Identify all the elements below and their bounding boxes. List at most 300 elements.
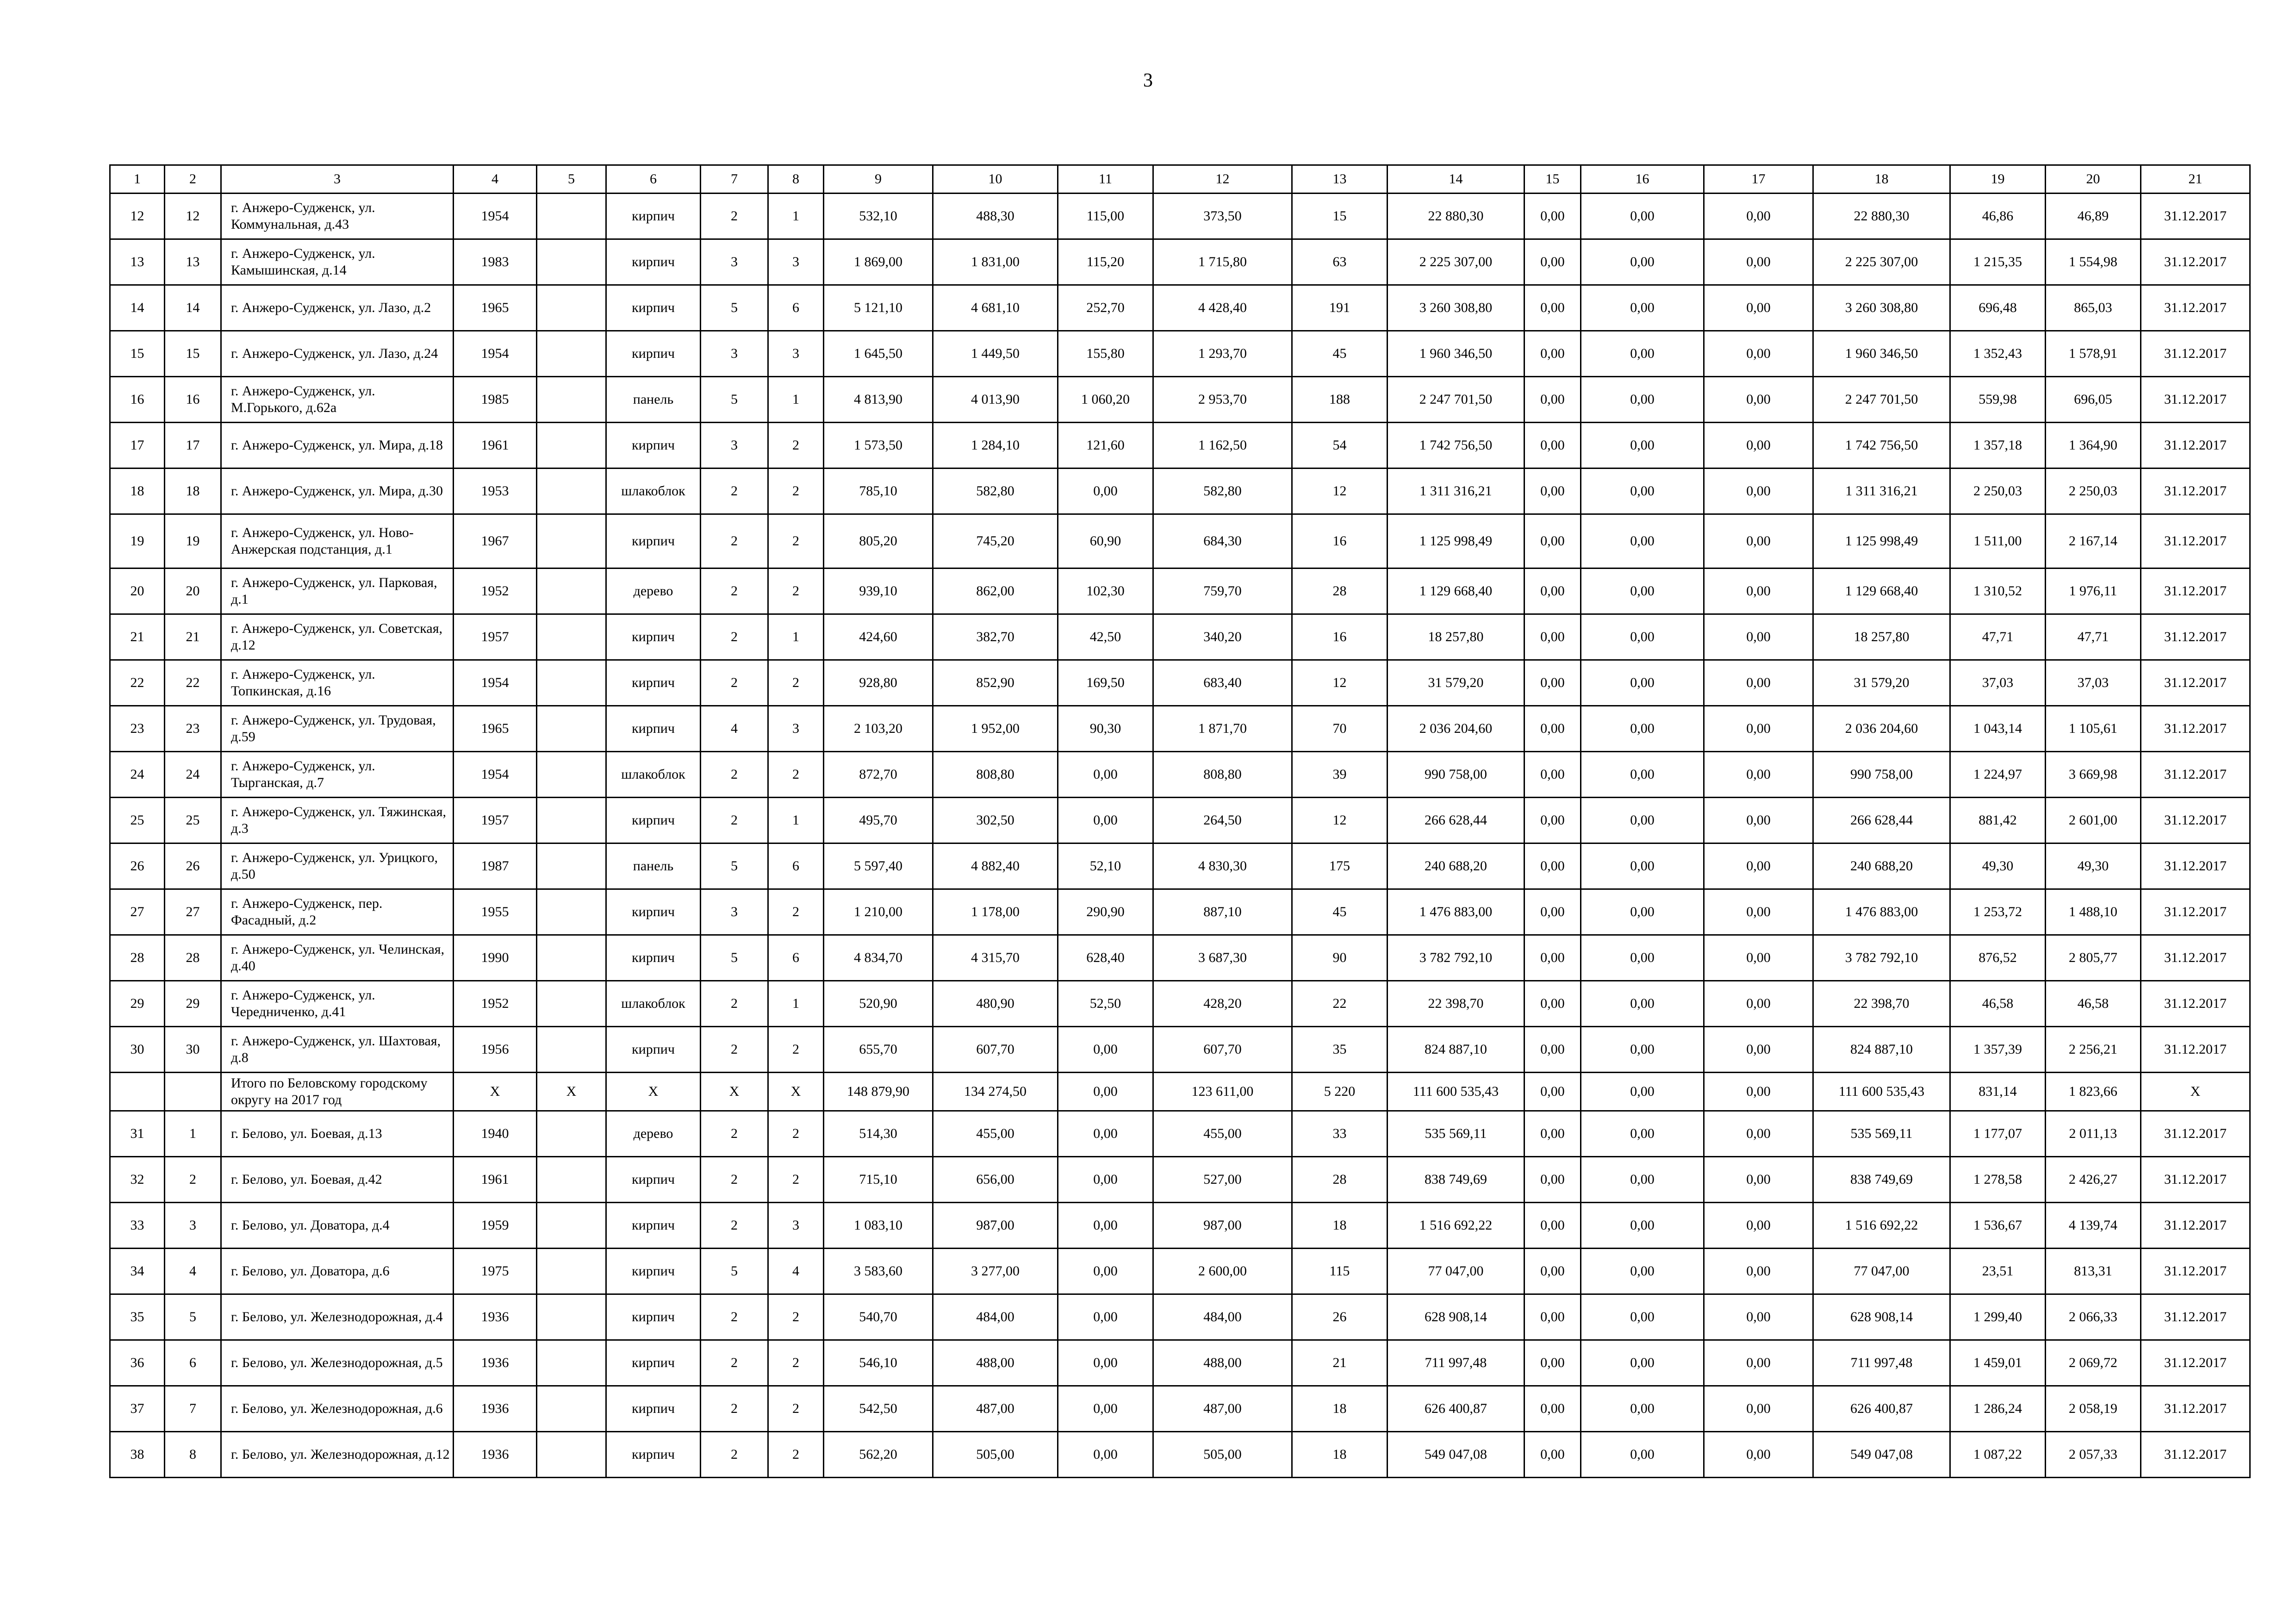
table-cell: 28 bbox=[1292, 1157, 1388, 1203]
table-cell: 77 047,00 bbox=[1388, 1249, 1524, 1294]
table-cell: 1 215,35 bbox=[1950, 239, 2046, 285]
address-cell: г. Белово, ул. Боевая, д.13 bbox=[221, 1111, 454, 1157]
table-cell: 2 103,20 bbox=[824, 706, 933, 752]
column-header-12: 12 bbox=[1153, 165, 1292, 194]
table-row bbox=[110, 981, 2250, 1027]
table-cell: 785,10 bbox=[824, 468, 933, 514]
table-cell: Х bbox=[701, 1073, 768, 1111]
table-cell: 0,00 bbox=[1581, 1432, 1704, 1478]
table-cell: 52,50 bbox=[1058, 981, 1153, 1027]
table-cell: 31 579,20 bbox=[1813, 660, 1950, 706]
table-cell: 2 bbox=[768, 1386, 824, 1432]
table-cell: кирпич bbox=[606, 1294, 701, 1340]
address-cell: г. Анжеро-Судженск, ул. Тяжинская, д.3 bbox=[221, 798, 454, 843]
table-cell: 5 bbox=[701, 935, 768, 981]
table-cell: 2 250,03 bbox=[2046, 468, 2141, 514]
table-cell: 2 256,21 bbox=[2046, 1027, 2141, 1073]
table-cell: 4 834,70 bbox=[824, 935, 933, 981]
table-cell bbox=[537, 1249, 606, 1294]
table-cell: 14 bbox=[165, 285, 221, 331]
table-cell: 1 871,70 bbox=[1153, 706, 1292, 752]
table-cell: 2 247 701,50 bbox=[1388, 377, 1524, 423]
table-cell: 12 bbox=[1292, 660, 1388, 706]
table-cell: 1 210,00 bbox=[824, 889, 933, 935]
table-cell: 0,00 bbox=[1581, 889, 1704, 935]
table-cell: 24 bbox=[110, 752, 165, 798]
table-cell: 0,00 bbox=[1581, 935, 1704, 981]
column-header-3: 3 bbox=[221, 165, 454, 194]
table-cell: 0,00 bbox=[1058, 1340, 1153, 1386]
table-cell: 1 060,20 bbox=[1058, 377, 1153, 423]
table-cell: 115 bbox=[1292, 1249, 1388, 1294]
table-cell: 31.12.2017 bbox=[2141, 1432, 2250, 1478]
table-cell: 188 bbox=[1292, 377, 1388, 423]
table-cell: 1 449,50 bbox=[933, 331, 1058, 377]
table-cell: 29 bbox=[165, 981, 221, 1027]
table-cell: 2 167,14 bbox=[2046, 514, 2141, 568]
table-cell: 31.12.2017 bbox=[2141, 981, 2250, 1027]
table-cell: 0,00 bbox=[1058, 1157, 1153, 1203]
table-cell: 0,00 bbox=[1704, 1111, 1813, 1157]
table-cell: 2 bbox=[701, 568, 768, 614]
table-cell: 31.12.2017 bbox=[2141, 1340, 2250, 1386]
table-cell: кирпич bbox=[606, 1027, 701, 1073]
table-cell: 169,50 bbox=[1058, 660, 1153, 706]
table-cell: 1 715,80 bbox=[1153, 239, 1292, 285]
table-cell: 1965 bbox=[454, 285, 537, 331]
table-cell: 8 bbox=[165, 1432, 221, 1478]
table-cell: 488,30 bbox=[933, 194, 1058, 239]
table-cell: 4 bbox=[165, 1249, 221, 1294]
table-cell: 2 036 204,60 bbox=[1813, 706, 1950, 752]
table-cell bbox=[537, 1432, 606, 1478]
table-cell: 0,00 bbox=[1704, 1294, 1813, 1340]
table-cell: 546,10 bbox=[824, 1340, 933, 1386]
table-cell: 0,00 bbox=[1581, 1027, 1704, 1073]
table-cell: 887,10 bbox=[1153, 889, 1292, 935]
table-cell: кирпич bbox=[606, 706, 701, 752]
table-cell: 3 bbox=[701, 423, 768, 468]
table-cell: 1952 bbox=[454, 981, 537, 1027]
table-cell: 990 758,00 bbox=[1813, 752, 1950, 798]
table-cell: 745,20 bbox=[933, 514, 1058, 568]
table-cell: 3 277,00 bbox=[933, 1249, 1058, 1294]
table-cell: 2 bbox=[701, 752, 768, 798]
table-cell: 0,00 bbox=[1524, 752, 1581, 798]
table-cell: 31.12.2017 bbox=[2141, 1111, 2250, 1157]
table-cell: 628 908,14 bbox=[1813, 1294, 1950, 1340]
table-cell: 0,00 bbox=[1058, 468, 1153, 514]
table-cell: 2 bbox=[701, 614, 768, 660]
table-cell: кирпич bbox=[606, 614, 701, 660]
table-cell: кирпич bbox=[606, 935, 701, 981]
table-cell: 527,00 bbox=[1153, 1157, 1292, 1203]
table-row bbox=[110, 1294, 2250, 1340]
table-cell: 38 bbox=[110, 1432, 165, 1478]
table-cell bbox=[537, 1157, 606, 1203]
table-cell: 1957 bbox=[454, 798, 537, 843]
table-cell: 20 bbox=[165, 568, 221, 614]
table-cell: 24 bbox=[165, 752, 221, 798]
table-cell: 6 bbox=[768, 285, 824, 331]
table-cell: кирпич bbox=[606, 331, 701, 377]
table-cell: кирпич bbox=[606, 514, 701, 568]
table-cell: 31.12.2017 bbox=[2141, 1203, 2250, 1249]
table-cell: 2 953,70 bbox=[1153, 377, 1292, 423]
table-cell: 455,00 bbox=[933, 1111, 1058, 1157]
table-cell: 45 bbox=[1292, 331, 1388, 377]
table-cell: 46,58 bbox=[2046, 981, 2141, 1027]
table-cell: 0,00 bbox=[1524, 1111, 1581, 1157]
table-cell: панель bbox=[606, 377, 701, 423]
table-cell bbox=[537, 843, 606, 889]
table-cell: 2 805,77 bbox=[2046, 935, 2141, 981]
table-cell: 480,90 bbox=[933, 981, 1058, 1027]
table-cell: 18 bbox=[1292, 1386, 1388, 1432]
address-cell: г. Анжеро-Судженск, ул. Камышинская, д.14 bbox=[221, 239, 454, 285]
table-cell: 2 bbox=[701, 194, 768, 239]
table-cell: 4 bbox=[768, 1249, 824, 1294]
table-cell: 33 bbox=[110, 1203, 165, 1249]
table-cell: 111 600 535,43 bbox=[1813, 1073, 1950, 1111]
table-cell: 4 315,70 bbox=[933, 935, 1058, 981]
table-cell: 0,00 bbox=[1704, 1340, 1813, 1386]
table-cell: 1 554,98 bbox=[2046, 239, 2141, 285]
table-cell: 2 426,27 bbox=[2046, 1157, 2141, 1203]
table-cell: 134 274,50 bbox=[933, 1073, 1058, 1111]
table-cell: 0,00 bbox=[1704, 1157, 1813, 1203]
table-cell: 12 bbox=[165, 194, 221, 239]
table-cell: 626 400,87 bbox=[1813, 1386, 1950, 1432]
table-cell: 0,00 bbox=[1058, 752, 1153, 798]
table-cell: 49,30 bbox=[1950, 843, 2046, 889]
column-header-7: 7 bbox=[701, 165, 768, 194]
table-cell: 1 310,52 bbox=[1950, 568, 2046, 614]
table-cell: 1 516 692,22 bbox=[1813, 1203, 1950, 1249]
table-cell: 0,00 bbox=[1704, 935, 1813, 981]
table-cell: 0,00 bbox=[1581, 239, 1704, 285]
table-cell: шлакоблок bbox=[606, 981, 701, 1027]
table-cell: 1 253,72 bbox=[1950, 889, 2046, 935]
table-cell: 3 bbox=[768, 239, 824, 285]
table-cell: 14 bbox=[110, 285, 165, 331]
table-cell: 1 bbox=[768, 377, 824, 423]
table-cell: 0,00 bbox=[1524, 1073, 1581, 1111]
table-cell: 31.12.2017 bbox=[2141, 1294, 2250, 1340]
table-cell: 0,00 bbox=[1581, 1340, 1704, 1386]
table-cell: 0,00 bbox=[1524, 1249, 1581, 1294]
table-cell: шлакоблок bbox=[606, 752, 701, 798]
table-cell: 484,00 bbox=[933, 1294, 1058, 1340]
table-cell: дерево bbox=[606, 568, 701, 614]
table-cell: 0,00 bbox=[1581, 331, 1704, 377]
table-cell: 2 bbox=[768, 468, 824, 514]
table-cell: 0,00 bbox=[1524, 935, 1581, 981]
table-cell: 852,90 bbox=[933, 660, 1058, 706]
table-cell: 39 bbox=[1292, 752, 1388, 798]
table-cell: 26 bbox=[165, 843, 221, 889]
table-cell: 2 bbox=[768, 568, 824, 614]
table-cell: 191 bbox=[1292, 285, 1388, 331]
table-cell: 115,20 bbox=[1058, 239, 1153, 285]
table-cell: 1 293,70 bbox=[1153, 331, 1292, 377]
table-cell bbox=[537, 752, 606, 798]
table-cell: 21 bbox=[165, 614, 221, 660]
table-cell: 2 bbox=[701, 1157, 768, 1203]
table-cell: 290,90 bbox=[1058, 889, 1153, 935]
address-cell: г. Анжеро-Судженск, ул. Тырганская, д.7 bbox=[221, 752, 454, 798]
table-cell: 1961 bbox=[454, 423, 537, 468]
table-cell: кирпич bbox=[606, 194, 701, 239]
table-cell: 77 047,00 bbox=[1813, 1249, 1950, 1294]
table-row bbox=[110, 468, 2250, 514]
table-cell: 514,30 bbox=[824, 1111, 933, 1157]
table-cell bbox=[537, 1203, 606, 1249]
table-cell bbox=[537, 981, 606, 1027]
table-cell: 808,80 bbox=[933, 752, 1058, 798]
table-cell: 54 bbox=[1292, 423, 1388, 468]
table-cell bbox=[165, 1073, 221, 1111]
table-cell: 340,20 bbox=[1153, 614, 1292, 660]
table-cell: 1 831,00 bbox=[933, 239, 1058, 285]
table-cell: 31.12.2017 bbox=[2141, 935, 2250, 981]
table-row bbox=[110, 239, 2250, 285]
table-cell: 1 bbox=[768, 798, 824, 843]
table-cell: 3 bbox=[768, 1203, 824, 1249]
table-cell: 36 bbox=[110, 1340, 165, 1386]
table-cell: 0,00 bbox=[1058, 1432, 1153, 1478]
table-cell: 1 960 346,50 bbox=[1813, 331, 1950, 377]
table-cell: 1 284,10 bbox=[933, 423, 1058, 468]
table-cell: 0,00 bbox=[1581, 798, 1704, 843]
table-row bbox=[110, 889, 2250, 935]
table-cell: 0,00 bbox=[1581, 285, 1704, 331]
table-cell: 18 bbox=[165, 468, 221, 514]
table-cell: 1954 bbox=[454, 194, 537, 239]
table-cell: 22 880,30 bbox=[1388, 194, 1524, 239]
address-cell: Итого по Беловскому городскому округу на 2017 год bbox=[221, 1073, 454, 1111]
table-cell: 607,70 bbox=[1153, 1027, 1292, 1073]
table-cell: 31.12.2017 bbox=[2141, 194, 2250, 239]
table-cell: 2 bbox=[165, 1157, 221, 1203]
table-cell: 0,00 bbox=[1581, 1111, 1704, 1157]
table-cell: 18 bbox=[110, 468, 165, 514]
table-cell: 1 459,01 bbox=[1950, 1340, 2046, 1386]
table-cell: Х bbox=[606, 1073, 701, 1111]
table-cell: кирпич bbox=[606, 798, 701, 843]
table-cell: 0,00 bbox=[1524, 468, 1581, 514]
table-cell: 808,80 bbox=[1153, 752, 1292, 798]
table-cell: 0,00 bbox=[1704, 706, 1813, 752]
table-cell: 495,70 bbox=[824, 798, 933, 843]
table-cell bbox=[537, 423, 606, 468]
table-cell: 939,10 bbox=[824, 568, 933, 614]
column-header-2: 2 bbox=[165, 165, 221, 194]
table-cell: 1965 bbox=[454, 706, 537, 752]
table-cell: 21 bbox=[1292, 1340, 1388, 1386]
table-cell: 2 601,00 bbox=[2046, 798, 2141, 843]
column-header-6: 6 bbox=[606, 165, 701, 194]
table-cell: 535 569,11 bbox=[1813, 1111, 1950, 1157]
table-cell: 264,50 bbox=[1153, 798, 1292, 843]
table-cell: 0,00 bbox=[1524, 568, 1581, 614]
table-cell: 1954 bbox=[454, 660, 537, 706]
table-cell: 628 908,14 bbox=[1388, 1294, 1524, 1340]
address-cell: г. Белово, ул. Железнодорожная, д.4 bbox=[221, 1294, 454, 1340]
table-cell: 0,00 bbox=[1581, 614, 1704, 660]
table-cell: 684,30 bbox=[1153, 514, 1292, 568]
table-cell bbox=[537, 239, 606, 285]
table-cell: 2 058,19 bbox=[2046, 1386, 2141, 1432]
table-cell: 2 bbox=[701, 1340, 768, 1386]
table-cell: 2 247 701,50 bbox=[1813, 377, 1950, 423]
table-cell: 18 257,80 bbox=[1813, 614, 1950, 660]
table-cell: Х bbox=[454, 1073, 537, 1111]
table-cell: 1 511,00 bbox=[1950, 514, 2046, 568]
table-cell: 0,00 bbox=[1704, 331, 1813, 377]
table-cell: 26 bbox=[110, 843, 165, 889]
table-cell: 0,00 bbox=[1704, 1073, 1813, 1111]
table-cell: 3 782 792,10 bbox=[1813, 935, 1950, 981]
table-cell: 0,00 bbox=[1704, 423, 1813, 468]
table-cell: 1 352,43 bbox=[1950, 331, 2046, 377]
table-cell: 0,00 bbox=[1524, 1294, 1581, 1340]
table-cell: 0,00 bbox=[1704, 468, 1813, 514]
table-cell: 18 bbox=[1292, 1203, 1388, 1249]
table-cell: 1 bbox=[165, 1111, 221, 1157]
table-cell: 13 bbox=[110, 239, 165, 285]
table-cell: 23,51 bbox=[1950, 1249, 2046, 1294]
table-cell: 2 250,03 bbox=[1950, 468, 2046, 514]
table-cell: кирпич bbox=[606, 285, 701, 331]
table-cell: 1 476 883,00 bbox=[1813, 889, 1950, 935]
table-cell: 2 bbox=[701, 1432, 768, 1478]
table-cell: Х bbox=[2141, 1073, 2250, 1111]
column-header-15: 15 bbox=[1524, 165, 1581, 194]
table-cell: 2 bbox=[768, 752, 824, 798]
table-cell: 2 bbox=[701, 981, 768, 1027]
table-cell bbox=[537, 706, 606, 752]
table-cell: 5 597,40 bbox=[824, 843, 933, 889]
table-cell: 607,70 bbox=[933, 1027, 1058, 1073]
table-cell: 0,00 bbox=[1704, 889, 1813, 935]
table-cell bbox=[537, 1294, 606, 1340]
table-cell: 0,00 bbox=[1704, 1386, 1813, 1432]
table-row bbox=[110, 706, 2250, 752]
table-cell: 3 687,30 bbox=[1153, 935, 1292, 981]
table-cell: 2 bbox=[701, 514, 768, 568]
table-cell: 2 bbox=[768, 1294, 824, 1340]
table-cell: 1 357,18 bbox=[1950, 423, 2046, 468]
table-cell: 22 bbox=[1292, 981, 1388, 1027]
table-cell: 1 286,24 bbox=[1950, 1386, 2046, 1432]
table-cell: 1 278,58 bbox=[1950, 1157, 2046, 1203]
table-cell: 22 bbox=[165, 660, 221, 706]
table-cell: 628,40 bbox=[1058, 935, 1153, 981]
table-cell: 1 105,61 bbox=[2046, 706, 2141, 752]
table-cell: 90 bbox=[1292, 935, 1388, 981]
table-cell: 18 257,80 bbox=[1388, 614, 1524, 660]
column-header-11: 11 bbox=[1058, 165, 1153, 194]
table-cell: 4 428,40 bbox=[1153, 285, 1292, 331]
table-cell: 35 bbox=[1292, 1027, 1388, 1073]
column-header-5: 5 bbox=[537, 165, 606, 194]
table-cell: 31.12.2017 bbox=[2141, 423, 2250, 468]
table-cell: кирпич bbox=[606, 1386, 701, 1432]
table-cell: 31.12.2017 bbox=[2141, 285, 2250, 331]
table-row bbox=[110, 377, 2250, 423]
table-cell: 1 645,50 bbox=[824, 331, 933, 377]
table-cell: 47,71 bbox=[2046, 614, 2141, 660]
table-cell: кирпич bbox=[606, 1249, 701, 1294]
table-cell: 0,00 bbox=[1704, 614, 1813, 660]
table-cell: 28 bbox=[1292, 568, 1388, 614]
table-cell: 102,30 bbox=[1058, 568, 1153, 614]
table-cell: 0,00 bbox=[1581, 514, 1704, 568]
table-cell bbox=[537, 377, 606, 423]
table-cell: 928,80 bbox=[824, 660, 933, 706]
table-cell: 266 628,44 bbox=[1388, 798, 1524, 843]
table-cell: 30 bbox=[165, 1027, 221, 1073]
table-cell: 562,20 bbox=[824, 1432, 933, 1478]
table-cell: 6 bbox=[165, 1340, 221, 1386]
table-cell: 0,00 bbox=[1524, 285, 1581, 331]
table-cell: 16 bbox=[165, 377, 221, 423]
table-cell: 0,00 bbox=[1524, 660, 1581, 706]
table-row bbox=[110, 614, 2250, 660]
table-cell: 813,31 bbox=[2046, 1249, 2141, 1294]
table-cell: 0,00 bbox=[1524, 981, 1581, 1027]
table-cell: 1 573,50 bbox=[824, 423, 933, 468]
table-cell: 0,00 bbox=[1524, 1386, 1581, 1432]
table-cell: 13 bbox=[165, 239, 221, 285]
table-cell: 31.12.2017 bbox=[2141, 889, 2250, 935]
table-cell: 2 bbox=[768, 1432, 824, 1478]
table-cell: 0,00 bbox=[1524, 423, 1581, 468]
table-cell: 0,00 bbox=[1524, 194, 1581, 239]
table-cell: 1 178,00 bbox=[933, 889, 1058, 935]
table-row bbox=[110, 843, 2250, 889]
table-cell: 155,80 bbox=[1058, 331, 1153, 377]
table-cell: 0,00 bbox=[1524, 1340, 1581, 1386]
table-cell: 31 579,20 bbox=[1388, 660, 1524, 706]
address-cell: г. Анжеро-Судженск, пер. Фасадный, д.2 bbox=[221, 889, 454, 935]
table-row bbox=[110, 752, 2250, 798]
address-cell: г. Анжеро-Судженск, ул. М.Горького, д.62а bbox=[221, 377, 454, 423]
table-cell: 0,00 bbox=[1524, 377, 1581, 423]
table-cell: 0,00 bbox=[1524, 1157, 1581, 1203]
table-cell: 3 bbox=[768, 706, 824, 752]
table-cell: 0,00 bbox=[1581, 377, 1704, 423]
table-cell: 19 bbox=[110, 514, 165, 568]
table-cell: 532,10 bbox=[824, 194, 933, 239]
table-cell: 626 400,87 bbox=[1388, 1386, 1524, 1432]
table-cell: 2 bbox=[701, 1386, 768, 1432]
table-cell: 2 bbox=[768, 514, 824, 568]
table-cell: 1 087,22 bbox=[1950, 1432, 2046, 1478]
table-cell: 0,00 bbox=[1581, 468, 1704, 514]
table-cell: 4 830,30 bbox=[1153, 843, 1292, 889]
column-header-19: 19 bbox=[1950, 165, 2046, 194]
table-cell: 865,03 bbox=[2046, 285, 2141, 331]
table-cell: 2 225 307,00 bbox=[1813, 239, 1950, 285]
table-cell: 5 bbox=[701, 285, 768, 331]
table-cell: 535 569,11 bbox=[1388, 1111, 1524, 1157]
table-cell: 37 bbox=[110, 1386, 165, 1432]
table-cell: 0,00 bbox=[1704, 1027, 1813, 1073]
table-cell: 4 681,10 bbox=[933, 285, 1058, 331]
table-cell: 1936 bbox=[454, 1432, 537, 1478]
